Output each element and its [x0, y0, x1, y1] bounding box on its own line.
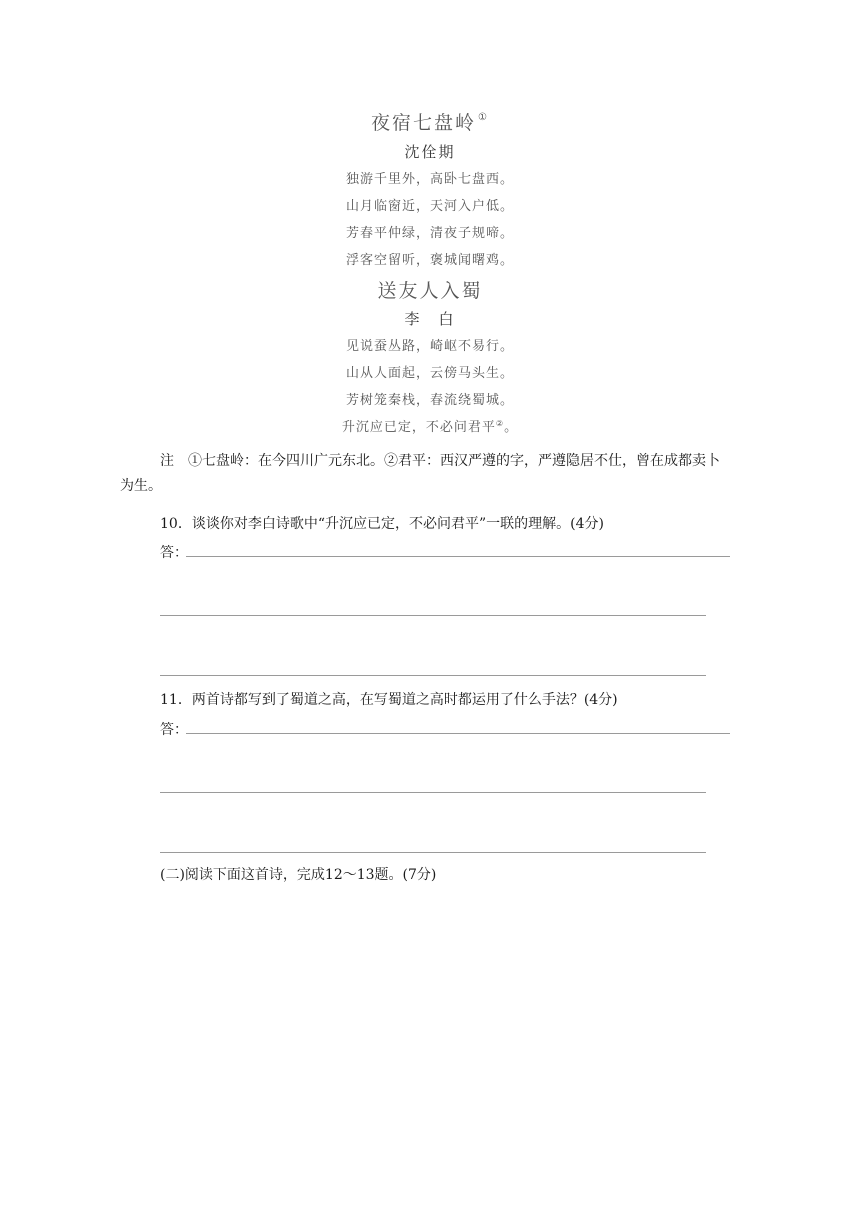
poem1-line: 山月临窗近，天河入户低。	[345, 199, 514, 214]
answer-line[interactable]	[160, 675, 706, 676]
poem1-author: 沈佺期	[404, 143, 456, 161]
answer-line[interactable]	[160, 852, 706, 853]
answer-line[interactable]	[186, 556, 730, 557]
poem2-line: 升沉应已定，不必问君平②。	[341, 419, 519, 435]
poem2-author: 李 白	[404, 310, 456, 328]
answer-label-11: 答：	[160, 722, 188, 738]
poem1-line: 浮客空留听，褒城闻曙鸡。	[345, 253, 514, 268]
question-11: 11．两首诗都写到了蜀道之高，在写蜀道之高时都运用了什么手法？(4分)	[160, 692, 618, 708]
answer-label-10: 答：	[160, 545, 188, 561]
answer-line[interactable]	[160, 792, 706, 793]
poem2-line: 山从人面起，云傍马头生。	[345, 366, 514, 381]
poem2-line: 芳树笼秦栈，春流绕蜀城。	[345, 393, 514, 408]
answer-line[interactable]	[160, 615, 706, 616]
poem1-line: 独游千里外，高卧七盘西。	[345, 172, 514, 187]
poem2-title: 送友人入蜀	[377, 280, 483, 302]
poem1-title-note: ①	[478, 112, 489, 123]
poem2-line: 见说蚕丛路，崎岖不易行。	[345, 339, 514, 354]
section-2-heading: (二)阅读下面这首诗，完成12～13题。(7分)	[160, 867, 437, 883]
annotation-note: 注 ①七盘岭：在今四川广元东北。②君平：西汉严遵的字，严遵隐居不仕，曾在成都卖卜为生。	[120, 453, 720, 494]
poem1-line: 芳春平仲绿，清夜子规啼。	[345, 226, 514, 241]
question-10: 10．谈谈你对李白诗歌中“升沉应已定，不必问君平”一联的理解。(4分)	[160, 516, 604, 532]
poem2-line-note: ②	[495, 419, 505, 428]
poem1-title: 夜宿七盘岭 ①	[371, 112, 489, 134]
answer-line[interactable]	[186, 733, 730, 734]
